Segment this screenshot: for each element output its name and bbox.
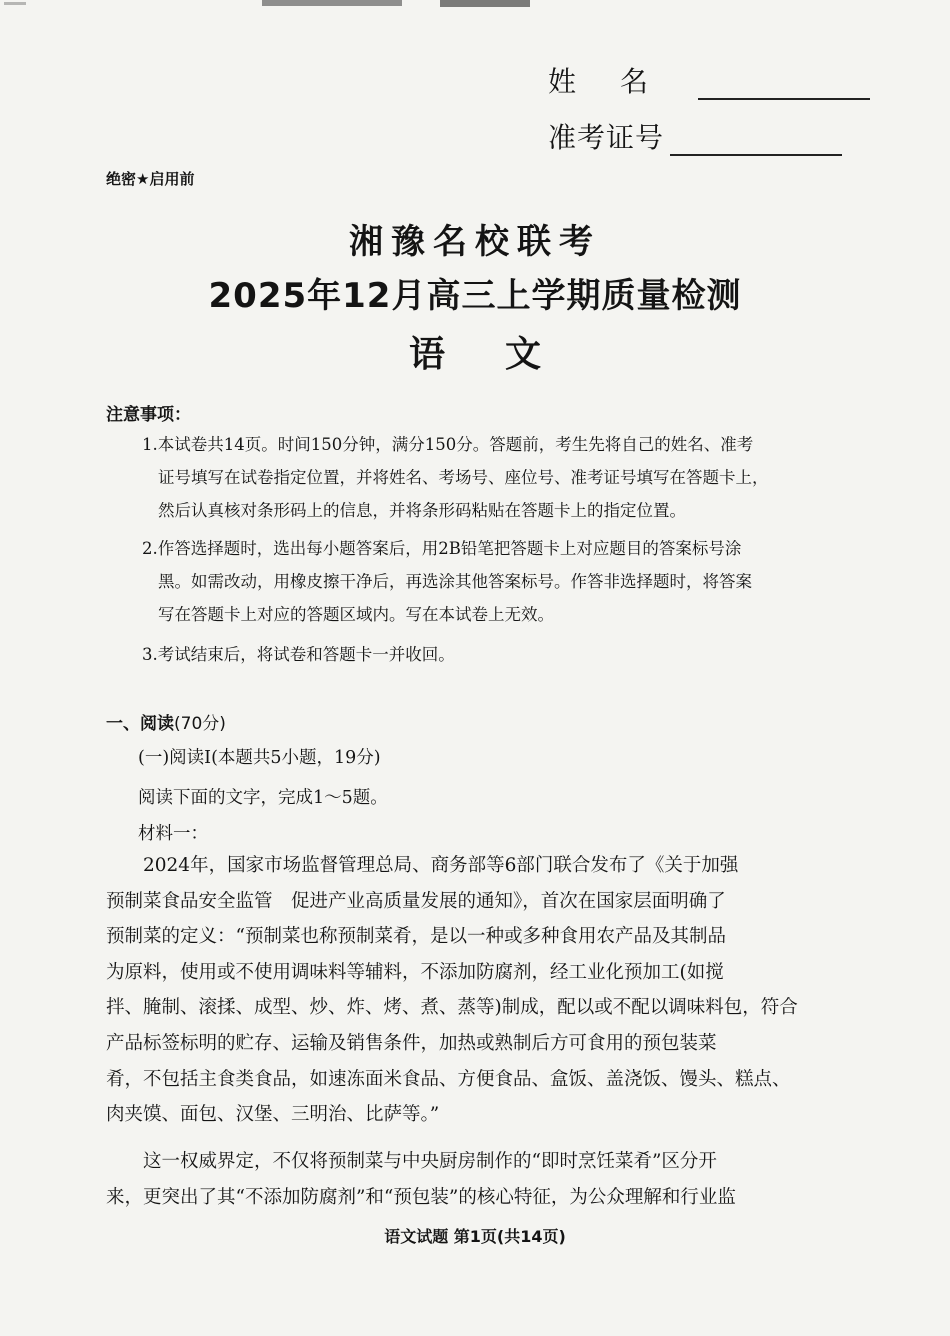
section-points: (70分) xyxy=(174,714,226,734)
exam-id-field xyxy=(548,116,842,156)
part-heading: (一)阅读Ⅰ(本题共5小题，19分) xyxy=(138,748,381,768)
notice-item-line: 证号填写在试卷指定位置，并将姓名、考场号、座位号、准考证号填写在答题卡上， xyxy=(158,468,769,487)
exam-subtitle: 2025年12月高三上学期质量检测 xyxy=(208,276,742,316)
notice-item-line: 然后认真核对条形码上的信息，并将条形码粘贴在答题卡上的指定位置。 xyxy=(158,501,686,520)
section-heading xyxy=(106,709,226,734)
student-name-label: 姓名 xyxy=(548,65,693,98)
paragraph-line: 来，更突出了其“不添加防腐剂”和“预包装”的核心特征，为公众理解和行业监 xyxy=(106,1186,736,1208)
material-paragraph xyxy=(106,1144,846,1215)
notice-item-line: 3.考试结束后，将试卷和答题卡一并收回。 xyxy=(142,645,455,664)
paragraph-line: 这一权威界定，不仅将预制菜与中央厨房制作的“即时烹饪菜肴”区分开 xyxy=(106,1151,717,1172)
section-title: 一、阅读 xyxy=(106,714,174,734)
student-name-blank xyxy=(698,74,870,100)
paragraph-line: 产品标签标明的贮存、运输及销售条件，加热或熟制后方可食用的预包装菜 xyxy=(106,1032,717,1054)
paragraph-line: 预制菜的定义：“预制菜也称预制菜肴，是以一种或多种食用农产品及其制品 xyxy=(106,926,726,948)
notice-item-line: 写在答题卡上对应的答题区域内。写在本试卷上无效。 xyxy=(158,605,554,624)
notice-item xyxy=(142,532,840,631)
reading-instruction: 阅读下面的文字，完成1～5题。 xyxy=(138,788,388,808)
paragraph-line: 2024年，国家市场监督管理总局、商务部等6部门联合发布了《关于加强 xyxy=(106,855,739,876)
confidential-mark: 绝密★启用前 xyxy=(106,170,195,188)
notice-item-line: 黑。如需改动，用橡皮擦干净后，再选涂其他答案标号。作答非选择题时，将答案 xyxy=(158,572,752,591)
exam-title: 湘豫名校联考 xyxy=(349,222,601,262)
notice-item-line: 2.作答选择题时，选出每小题答案后，用2B铅笔把答题卡上对应题目的答案标号涂 xyxy=(142,539,742,558)
notice-heading: 注意事项： xyxy=(106,405,191,425)
paragraph-line: 为原料，使用或不使用调味料等辅料，不添加防腐剂，经工业化预加工(如搅 xyxy=(106,961,724,983)
exam-id-blank xyxy=(670,130,842,156)
paragraph-line: 肉夹馍、面包、汉堡、三明治、比萨等。” xyxy=(106,1104,440,1126)
notice-item xyxy=(142,428,840,527)
paragraph-line: 肴，不包括主食类食品，如速冻面米食品、方便食品、盒饭、盖浇饭、馒头、糕点、 xyxy=(106,1068,791,1090)
student-name-field xyxy=(548,60,870,100)
subject-title: 语文 xyxy=(408,334,601,375)
material-label: 材料一： xyxy=(138,824,208,844)
exam-id-label: 准考证号 xyxy=(548,121,665,154)
notice-item-line: 1.本试卷共14页。时间150分钟，满分150分。答题前，考生先将自己的姓名、准考 xyxy=(142,435,754,454)
paragraph-line: 拌、腌制、滚揉、成型、炒、炸、烤、煮、蒸等)制成，配以或不配以调味料包，符合 xyxy=(106,997,798,1019)
page-footer: 语文试题 第1页(共14页) xyxy=(384,1227,566,1246)
material-paragraph xyxy=(106,848,846,1133)
notice-item xyxy=(142,638,840,671)
scan-top-marks xyxy=(0,0,950,14)
paragraph-line: 预制菜食品安全监管 促进产业高质量发展的通知》，首次在国家层面明确了 xyxy=(106,890,726,912)
